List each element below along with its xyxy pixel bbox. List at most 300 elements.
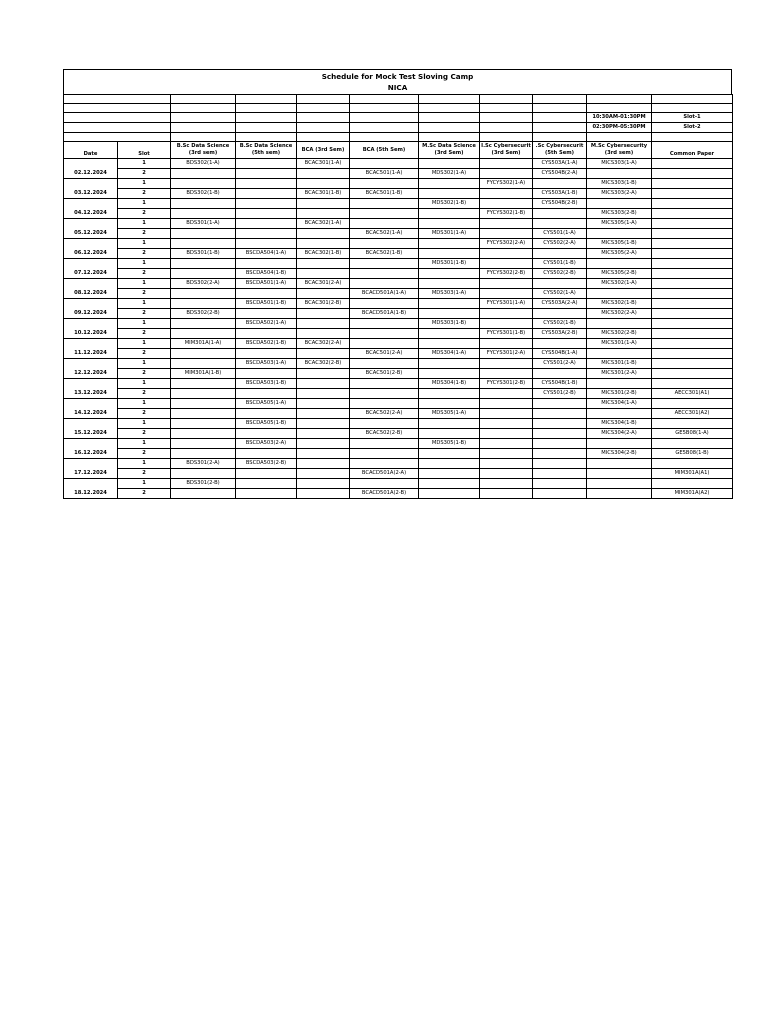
table-row — [64, 269, 733, 279]
paper-cell — [480, 259, 533, 269]
paper-cell — [533, 179, 587, 189]
paper-cell: MDS304(1-A) — [419, 349, 480, 359]
paper-cell — [652, 329, 733, 339]
paper-cell — [587, 409, 652, 419]
paper-cell: BCAC302(2-B) — [297, 359, 350, 369]
paper-cell: MDS305(1-B) — [419, 439, 480, 449]
slot-cell: 2 — [118, 369, 171, 379]
slot-cell: 2 — [118, 309, 171, 319]
slot-cell: 1 — [118, 439, 171, 449]
paper-cell: MICS303(2-B) — [587, 209, 652, 219]
table-row — [64, 259, 733, 269]
paper-cell — [587, 489, 652, 499]
table-row — [64, 179, 733, 189]
paper-cell: BSCDA503(2-B) — [236, 459, 297, 469]
paper-cell — [236, 429, 297, 439]
slot-cell: 2 — [118, 449, 171, 459]
date-cell: 12.12.2024 — [64, 359, 118, 379]
paper-cell — [171, 439, 236, 449]
table-row — [64, 199, 733, 209]
slot-cell: 1 — [118, 219, 171, 229]
table-row — [64, 399, 733, 409]
table-row — [64, 169, 733, 179]
paper-cell — [652, 369, 733, 379]
paper-cell — [297, 239, 350, 249]
paper-cell: BDS301(1-B) — [171, 249, 236, 259]
paper-cell: BCAC301(1-B) — [297, 189, 350, 199]
paper-cell — [297, 309, 350, 319]
paper-cell: CYS503A(2-A) — [533, 299, 587, 309]
paper-cell — [652, 339, 733, 349]
paper-cell: AECC301(A1) — [652, 389, 733, 399]
table-row — [64, 449, 733, 459]
slot-legend-row — [64, 113, 733, 123]
table-row — [64, 329, 733, 339]
slot-cell: 1 — [118, 319, 171, 329]
paper-cell — [236, 309, 297, 319]
slot-time: 10:30AM-01:30PM — [587, 113, 652, 123]
paper-cell — [587, 319, 652, 329]
paper-cell — [480, 199, 533, 209]
paper-cell — [419, 489, 480, 499]
paper-cell — [480, 219, 533, 229]
slot-cell: 1 — [118, 259, 171, 269]
paper-cell — [480, 489, 533, 499]
date-cell: 18.12.2024 — [64, 479, 118, 499]
paper-cell — [533, 479, 587, 489]
paper-cell — [171, 259, 236, 269]
paper-cell: FYCYS302(2-A) — [480, 239, 533, 249]
paper-cell — [652, 459, 733, 469]
paper-cell — [480, 429, 533, 439]
paper-cell — [419, 329, 480, 339]
date-cell: 05.12.2024 — [64, 219, 118, 239]
paper-cell: MICS302(2-B) — [587, 329, 652, 339]
paper-cell — [236, 189, 297, 199]
paper-cell: BCAC502(2-B) — [350, 429, 419, 439]
paper-cell — [480, 469, 533, 479]
paper-cell — [652, 229, 733, 239]
date-cell: 02.12.2024 — [64, 159, 118, 179]
paper-cell: BCAC502(2-A) — [350, 409, 419, 419]
paper-cell — [297, 349, 350, 359]
paper-cell: FYCYS302(2-B) — [480, 269, 533, 279]
header-bca-3: BCA (3rd Sem) — [297, 142, 350, 159]
paper-cell — [480, 419, 533, 429]
paper-cell — [171, 359, 236, 369]
table-row — [64, 239, 733, 249]
paper-cell: BSCDA503(2-A) — [236, 439, 297, 449]
paper-cell: GE5B08(1-A) — [652, 429, 733, 439]
table-row — [64, 209, 733, 219]
paper-cell — [171, 239, 236, 249]
paper-cell — [480, 369, 533, 379]
paper-cell: FYCYS301(1-B) — [480, 329, 533, 339]
paper-cell — [171, 319, 236, 329]
paper-cell — [297, 369, 350, 379]
paper-cell — [297, 269, 350, 279]
paper-cell — [171, 429, 236, 439]
paper-cell — [652, 169, 733, 179]
paper-cell: MICS301(1-A) — [587, 339, 652, 349]
paper-cell: MDS302(1-B) — [419, 199, 480, 209]
paper-cell: BCACD501A(1-A) — [350, 289, 419, 299]
paper-cell — [480, 389, 533, 399]
slot-cell: 1 — [118, 399, 171, 409]
slot-cell: 1 — [118, 359, 171, 369]
date-cell: 16.12.2024 — [64, 439, 118, 459]
paper-cell: BCAC302(2-A) — [297, 339, 350, 349]
date-cell: 07.12.2024 — [64, 259, 118, 279]
paper-cell: CYS502(1-A) — [533, 289, 587, 299]
table-row — [64, 319, 733, 329]
paper-cell — [480, 459, 533, 469]
paper-cell: CYS502(2-A) — [533, 239, 587, 249]
paper-cell: BSCDA501(1-B) — [236, 299, 297, 309]
paper-cell: BSCDA503(1-B) — [236, 379, 297, 389]
paper-cell — [480, 479, 533, 489]
paper-cell — [652, 219, 733, 229]
slot-cell: 2 — [118, 389, 171, 399]
paper-cell — [171, 399, 236, 409]
paper-cell — [652, 439, 733, 449]
slot-cell: 2 — [118, 249, 171, 259]
paper-cell — [533, 399, 587, 409]
table-row — [64, 419, 733, 429]
paper-cell — [533, 249, 587, 259]
paper-cell — [533, 489, 587, 499]
slot-cell: 2 — [118, 409, 171, 419]
paper-cell: MICS301(1-B) — [587, 359, 652, 369]
schedule-table — [63, 94, 733, 499]
paper-cell — [236, 289, 297, 299]
paper-cell — [533, 419, 587, 429]
paper-cell: CYS503A(1-B) — [533, 189, 587, 199]
paper-cell: MIM301A(A2) — [652, 489, 733, 499]
paper-cell: MICS302(2-A) — [587, 309, 652, 319]
paper-cell — [533, 459, 587, 469]
paper-cell — [419, 239, 480, 249]
paper-cell — [652, 309, 733, 319]
paper-cell — [350, 269, 419, 279]
paper-cell: MDS305(1-A) — [419, 409, 480, 419]
paper-cell — [297, 329, 350, 339]
paper-cell: FYCYS302(1-A) — [480, 179, 533, 189]
paper-cell — [652, 159, 733, 169]
paper-cell — [297, 289, 350, 299]
paper-cell — [236, 449, 297, 459]
paper-cell: FYCYS302(1-B) — [480, 209, 533, 219]
header-msc-ds-3: M.Sc Data Science (3rd Sem) — [419, 142, 480, 159]
slot-label: Slot-1 — [652, 113, 733, 123]
date-cell: 11.12.2024 — [64, 339, 118, 359]
paper-cell — [652, 239, 733, 249]
paper-cell: BCAC302(1-A) — [297, 219, 350, 229]
paper-cell — [419, 209, 480, 219]
paper-cell: FYCYS301(2-B) — [480, 379, 533, 389]
slot-cell: 2 — [118, 189, 171, 199]
paper-cell — [419, 369, 480, 379]
paper-cell — [533, 209, 587, 219]
paper-cell — [171, 209, 236, 219]
date-cell: 08.12.2024 — [64, 279, 118, 299]
paper-cell — [171, 469, 236, 479]
paper-cell — [652, 319, 733, 329]
paper-cell — [236, 219, 297, 229]
paper-cell — [171, 389, 236, 399]
paper-cell — [350, 219, 419, 229]
paper-cell — [236, 169, 297, 179]
slot-cell: 1 — [118, 339, 171, 349]
date-cell: 03.12.2024 — [64, 179, 118, 199]
slot-cell: 2 — [118, 429, 171, 439]
paper-cell: CYS501(1-B) — [533, 259, 587, 269]
paper-cell — [652, 379, 733, 389]
paper-cell — [297, 489, 350, 499]
paper-cell: BCACD501A(2-A) — [350, 469, 419, 479]
paper-cell: CYS503A(2-B) — [533, 329, 587, 339]
slot-time: 02:30PM-05:30PM — [587, 123, 652, 133]
paper-cell: BCAC501(1-A) — [350, 169, 419, 179]
paper-cell: MICS305(1-B) — [587, 239, 652, 249]
paper-cell: BSCDA503(1-A) — [236, 359, 297, 369]
paper-cell — [587, 439, 652, 449]
table-row — [64, 299, 733, 309]
blank-row — [64, 104, 733, 113]
paper-cell — [587, 379, 652, 389]
paper-cell — [419, 469, 480, 479]
paper-cell — [236, 259, 297, 269]
paper-cell — [297, 399, 350, 409]
paper-cell — [480, 249, 533, 259]
paper-cell — [350, 399, 419, 409]
paper-cell — [350, 419, 419, 429]
paper-cell — [297, 479, 350, 489]
table-row — [64, 439, 733, 449]
paper-cell: MICS303(2-A) — [587, 189, 652, 199]
paper-cell — [171, 169, 236, 179]
slot-cell: 1 — [118, 279, 171, 289]
date-cell: 14.12.2024 — [64, 399, 118, 419]
paper-cell — [297, 169, 350, 179]
paper-cell — [652, 419, 733, 429]
table-row — [64, 359, 733, 369]
paper-cell: MIM301A(1-A) — [171, 339, 236, 349]
paper-cell — [171, 199, 236, 209]
paper-cell — [419, 459, 480, 469]
paper-cell: CYS502(1-B) — [533, 319, 587, 329]
slot-legend-row — [64, 123, 733, 133]
paper-cell: BSCDA505(1-A) — [236, 399, 297, 409]
paper-cell — [587, 479, 652, 489]
paper-cell — [533, 449, 587, 459]
paper-cell — [350, 319, 419, 329]
paper-cell — [652, 279, 733, 289]
paper-cell — [652, 359, 733, 369]
paper-cell — [480, 289, 533, 299]
paper-cell: MDS301(1-B) — [419, 259, 480, 269]
paper-cell — [587, 169, 652, 179]
paper-cell — [480, 409, 533, 419]
paper-cell — [652, 199, 733, 209]
paper-cell — [480, 319, 533, 329]
paper-cell — [297, 449, 350, 459]
paper-cell: FYCYS301(2-A) — [480, 349, 533, 359]
paper-cell: BCAC501(1-B) — [350, 189, 419, 199]
paper-cell — [419, 419, 480, 429]
paper-cell: BSCDA502(1-A) — [236, 319, 297, 329]
schedule-title: Schedule for Mock Test Sloving Camp — [321, 72, 474, 81]
paper-cell: BCACD501A(2-B) — [350, 489, 419, 499]
paper-cell — [171, 409, 236, 419]
paper-cell — [419, 249, 480, 259]
paper-cell — [350, 259, 419, 269]
paper-cell — [652, 269, 733, 279]
paper-cell: BSCDA505(1-B) — [236, 419, 297, 429]
paper-cell: BCAC501(2-B) — [350, 369, 419, 379]
paper-cell — [652, 289, 733, 299]
paper-cell — [350, 379, 419, 389]
paper-cell — [297, 469, 350, 479]
header-cyber-5: .Sc Cybersecurit (5th Sem) — [533, 142, 587, 159]
paper-cell — [297, 229, 350, 239]
paper-cell: MICS305(1-A) — [587, 219, 652, 229]
paper-cell — [297, 419, 350, 429]
slot-cell: 2 — [118, 329, 171, 339]
header-bca-5: BCA (5th Sem) — [350, 142, 419, 159]
paper-cell: CYS501(2-A) — [533, 359, 587, 369]
paper-cell — [419, 299, 480, 309]
paper-cell: MDS304(1-B) — [419, 379, 480, 389]
paper-cell: BDS302(1-A) — [171, 159, 236, 169]
table-row — [64, 229, 733, 239]
table-row — [64, 429, 733, 439]
table-row — [64, 339, 733, 349]
table-row — [64, 309, 733, 319]
paper-cell — [480, 169, 533, 179]
paper-cell — [350, 159, 419, 169]
paper-cell — [533, 219, 587, 229]
paper-cell — [350, 279, 419, 289]
table-row — [64, 159, 733, 169]
slot-cell: 1 — [118, 379, 171, 389]
paper-cell — [297, 429, 350, 439]
paper-cell — [297, 259, 350, 269]
table-row — [64, 249, 733, 259]
paper-cell: BDS301(2-B) — [171, 479, 236, 489]
paper-cell: CYS501(2-B) — [533, 389, 587, 399]
paper-cell: AECC301(A2) — [652, 409, 733, 419]
paper-cell: CYS502(2-B) — [533, 269, 587, 279]
paper-cell — [236, 239, 297, 249]
date-cell: 13.12.2024 — [64, 379, 118, 399]
paper-cell — [533, 409, 587, 419]
header-slot: Slot — [118, 142, 171, 159]
table-row — [64, 189, 733, 199]
slot-cell: 1 — [118, 179, 171, 189]
table-row — [64, 289, 733, 299]
table-row — [64, 279, 733, 289]
paper-cell — [171, 449, 236, 459]
paper-cell — [236, 489, 297, 499]
paper-cell — [236, 409, 297, 419]
table-row — [64, 459, 733, 469]
paper-cell — [236, 329, 297, 339]
paper-cell: BDS302(2-A) — [171, 279, 236, 289]
paper-cell: CYS501(1-A) — [533, 229, 587, 239]
paper-cell — [419, 159, 480, 169]
paper-cell — [171, 349, 236, 359]
paper-cell — [236, 479, 297, 489]
paper-cell — [480, 399, 533, 409]
paper-cell — [297, 179, 350, 189]
paper-cell — [480, 229, 533, 239]
paper-cell: MICS301(2-B) — [587, 389, 652, 399]
paper-cell — [480, 339, 533, 349]
paper-cell: MDS303(1-A) — [419, 289, 480, 299]
paper-cell — [236, 229, 297, 239]
paper-cell — [171, 179, 236, 189]
paper-cell: BDS302(1-B) — [171, 189, 236, 199]
paper-cell: MICS302(1-A) — [587, 279, 652, 289]
slot-cell: 1 — [118, 159, 171, 169]
header-cyber-3: I.Sc Cybersecurit (3rd Sem) — [480, 142, 533, 159]
paper-cell: GE5B08(1-B) — [652, 449, 733, 459]
paper-cell — [350, 329, 419, 339]
slot-cell: 2 — [118, 469, 171, 479]
paper-cell: BCAC301(2-B) — [297, 299, 350, 309]
paper-cell — [350, 359, 419, 369]
paper-cell — [587, 199, 652, 209]
paper-cell: BDS302(2-B) — [171, 309, 236, 319]
paper-cell: CYS504B(2-B) — [533, 199, 587, 209]
paper-cell — [419, 449, 480, 459]
paper-cell — [419, 179, 480, 189]
header-bsc-ds-3: B.Sc Data Science (3rd sem) — [171, 142, 236, 159]
paper-cell — [350, 299, 419, 309]
paper-cell: CYS504B(1-A) — [533, 349, 587, 359]
paper-cell — [652, 249, 733, 259]
table-row — [64, 369, 733, 379]
paper-cell: BSCDA504(1-B) — [236, 269, 297, 279]
paper-cell — [587, 259, 652, 269]
paper-cell — [480, 359, 533, 369]
paper-cell — [236, 179, 297, 189]
paper-cell — [171, 379, 236, 389]
paper-cell: MICS304(1-B) — [587, 419, 652, 429]
paper-cell — [419, 479, 480, 489]
slot-label: Slot-2 — [652, 123, 733, 133]
paper-cell — [236, 159, 297, 169]
paper-cell — [587, 349, 652, 359]
paper-cell — [587, 289, 652, 299]
slot-cell: 2 — [118, 169, 171, 179]
paper-cell — [350, 439, 419, 449]
header-msc-cyber-3: M.Sc Cybersecurity (3rd sem) — [587, 142, 652, 159]
slot-cell: 2 — [118, 349, 171, 359]
table-row — [64, 389, 733, 399]
paper-cell — [350, 459, 419, 469]
schedule-subtitle: NICA — [387, 83, 408, 92]
slot-cell: 2 — [118, 289, 171, 299]
blank-row — [64, 95, 733, 104]
slot-cell: 1 — [118, 239, 171, 249]
header-common-paper: Common Paper — [652, 142, 733, 159]
paper-cell — [350, 389, 419, 399]
schedule-body — [64, 159, 733, 499]
paper-cell — [171, 229, 236, 239]
paper-cell: MDS301(1-A) — [419, 229, 480, 239]
